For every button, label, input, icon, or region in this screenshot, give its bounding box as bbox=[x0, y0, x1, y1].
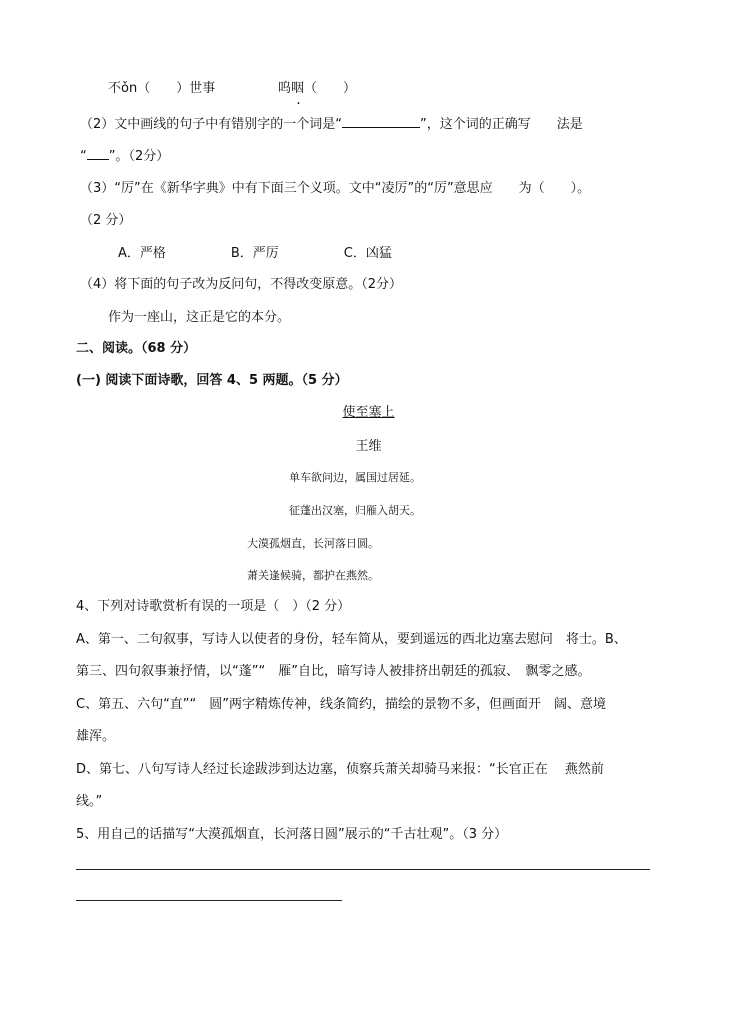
q1-word-2-a: 呜 bbox=[278, 81, 292, 96]
q5-option-a: A、第一、二句叙事，写诗人以使者的身份，轻车简从，要到遥远的西北边塞去慰问 将士。B、 bbox=[76, 632, 627, 647]
q2-line-2 bbox=[80, 147, 169, 166]
q2-line-1 bbox=[80, 115, 583, 134]
q1-word-1: 不ǒn（ ）世事 bbox=[108, 81, 216, 96]
poem-line-4: 萧关逢候骑，都护在燕然。 bbox=[247, 569, 379, 582]
q1-word-2-dot: 咽 bbox=[291, 81, 305, 96]
q5-option-b: 第三、四句叙事兼抒情，以“蓬”“ 雁”自比，暗写诗人被排挤出朝廷的孤寂、 飘零之感。 bbox=[76, 664, 591, 679]
q5-option-d-2: 线。” bbox=[76, 794, 103, 809]
q2-blank-short bbox=[87, 147, 109, 160]
q4-line-1: （4）将下面的句子改为反问句，不得改变原意。（2分） bbox=[80, 277, 403, 292]
q4-sentence: 作为一座山，这正是它的本分。 bbox=[108, 310, 291, 325]
q5-option-c-1: C、第五、六句“直”“ 圆”两字精炼传神，线条简约，描绘的景物不多，但画面开 阔、意境 bbox=[76, 697, 607, 712]
answer-line-2 bbox=[76, 900, 342, 901]
q5-option-c-2: 雄浑。 bbox=[76, 729, 116, 744]
q2-part-2: ”，这个词的正确写 法是 bbox=[420, 117, 583, 132]
q2-line-2-b: ”。（2分） bbox=[108, 149, 170, 164]
q2-part-1: （2）文中画线的句子中有错别字的一个词是“ bbox=[80, 117, 343, 132]
poem-title: 使至塞上 bbox=[342, 405, 395, 420]
poem-line-2: 征蓬出汉塞，归雁入胡天。 bbox=[289, 504, 421, 517]
answer-line-1 bbox=[76, 869, 650, 870]
poem-line-3: 大漠孤烟直，长河落日圆。 bbox=[247, 537, 379, 550]
poem-author: 王维 bbox=[355, 439, 382, 454]
q3-options: A．严格 B．严厉 C．凶猛 bbox=[118, 246, 392, 261]
q2-blank-long bbox=[342, 115, 420, 128]
q2-line-2-a: “ bbox=[80, 149, 87, 164]
q5-option-d-1: D、第七、八句写诗人经过长途跋涉到达边塞，侦察兵萧关却骑马来报：“长官正在 燕然前 bbox=[76, 762, 604, 777]
q1-word-2-b: （ ） bbox=[304, 81, 357, 96]
q6-stem: 5、用自己的话描写“大漠孤烟直，长河落日圆”展示的“千古壮观”。（3 分） bbox=[76, 827, 508, 842]
q3-line-2: （2 分） bbox=[80, 213, 132, 228]
section-2-subtitle: (一) 阅读下面诗歌，回答 4、5 两题。（5 分） bbox=[76, 373, 348, 388]
q1-word-2 bbox=[278, 80, 356, 98]
q5-stem: 4、下列对诗歌赏析有误的一项是（ ）（2 分） bbox=[76, 599, 351, 614]
poem-line-1: 单车欲问边，属国过居延。 bbox=[289, 471, 421, 484]
q3-line-1: （3）“厉”在《新华字典》中有下面三个义项。文中“凌厉”的“厉”意思应 为（ ）。 bbox=[80, 181, 591, 196]
section-2-title: 二、阅读。（68 分） bbox=[76, 341, 197, 356]
